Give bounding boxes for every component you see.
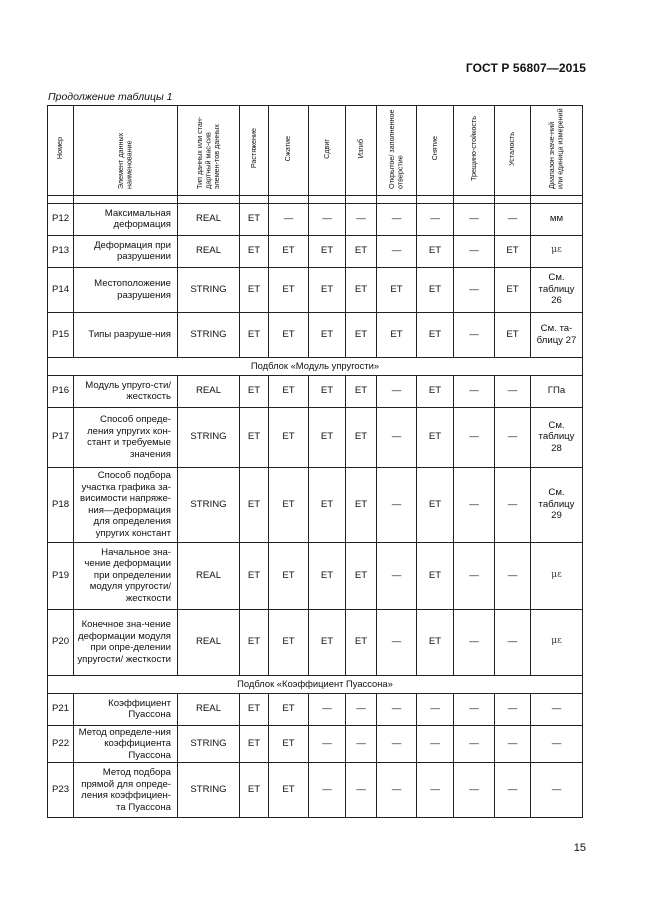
document-standard-number: ГОСТ Р 56807—2015 xyxy=(465,61,586,75)
test-applicability-cell: ЕТ xyxy=(309,312,346,357)
test-applicability-cell: — xyxy=(309,203,346,235)
test-applicability-cell: — xyxy=(377,693,417,725)
test-applicability-cell: — xyxy=(377,763,417,818)
header-spacer-row xyxy=(48,195,583,203)
test-applicability-cell: — xyxy=(377,609,417,675)
test-applicability-cell: — xyxy=(309,725,346,763)
row-number: P17 xyxy=(48,407,74,467)
test-applicability-cell: ЕТ xyxy=(269,312,309,357)
test-applicability-cell: — xyxy=(346,725,377,763)
header-label: Снятие xyxy=(429,136,439,161)
test-applicability-cell: ЕТ xyxy=(346,267,377,312)
table-row xyxy=(48,467,583,542)
test-applicability-cell: ЕТ xyxy=(269,693,309,725)
test-applicability-cell: ЕТ xyxy=(417,267,454,312)
row-number: P18 xyxy=(48,467,74,542)
unit-range: См. таблицу 28 xyxy=(531,407,583,467)
unit-range: — xyxy=(531,763,583,818)
subblock-row xyxy=(48,357,583,375)
subblock-row xyxy=(48,675,583,693)
test-applicability-cell: ЕТ xyxy=(346,235,377,267)
unit-range: με xyxy=(531,235,583,267)
test-applicability-cell: ЕТ xyxy=(240,609,269,675)
test-applicability-cell: ЕТ xyxy=(346,542,377,609)
table-row xyxy=(48,725,583,763)
test-applicability-cell: — xyxy=(495,693,531,725)
test-applicability-cell: ЕТ xyxy=(240,375,269,407)
header-label: Номер xyxy=(55,137,65,160)
test-applicability-cell: ЕТ xyxy=(495,312,531,357)
test-applicability-cell: — xyxy=(454,267,495,312)
test-applicability-cell: ЕТ xyxy=(269,375,309,407)
test-applicability-cell: — xyxy=(454,312,495,357)
row-number: P21 xyxy=(48,693,74,725)
header-cell xyxy=(269,106,309,196)
test-applicability-cell: — xyxy=(269,203,309,235)
header-cell xyxy=(531,106,583,196)
row-number: P22 xyxy=(48,725,74,763)
element-name: Местоположение разрушения xyxy=(74,267,178,312)
data-type: REAL xyxy=(178,693,240,725)
unit-range: мм xyxy=(531,203,583,235)
row-number: P19 xyxy=(48,542,74,609)
test-applicability-cell: ЕТ xyxy=(309,375,346,407)
test-applicability-cell: ЕТ xyxy=(269,609,309,675)
spacer-cell xyxy=(417,195,454,203)
test-applicability-cell: — xyxy=(495,375,531,407)
data-type: STRING xyxy=(178,267,240,312)
header-cell xyxy=(309,106,346,196)
header-cell xyxy=(240,106,269,196)
test-applicability-cell: — xyxy=(454,235,495,267)
row-number: P13 xyxy=(48,235,74,267)
test-applicability-cell: — xyxy=(454,542,495,609)
test-applicability-cell: ЕТ xyxy=(269,267,309,312)
data-type: STRING xyxy=(178,407,240,467)
header-cell xyxy=(74,106,178,196)
row-number: P20 xyxy=(48,609,74,675)
unit-range: με xyxy=(531,609,583,675)
header-label: Открытое/ заполненное отверстие xyxy=(387,109,405,189)
test-applicability-cell: ЕТ xyxy=(269,725,309,763)
test-applicability-cell: — xyxy=(495,203,531,235)
data-type: REAL xyxy=(178,203,240,235)
test-applicability-cell: — xyxy=(454,609,495,675)
header-cell xyxy=(346,106,377,196)
header-label: Изгиб xyxy=(355,138,365,159)
spacer-cell xyxy=(48,195,74,203)
test-applicability-cell: ЕТ xyxy=(309,542,346,609)
spacer-cell xyxy=(269,195,309,203)
row-number: P16 xyxy=(48,375,74,407)
data-type: REAL xyxy=(178,609,240,675)
header-cell xyxy=(377,106,417,196)
test-applicability-cell: ЕТ xyxy=(309,407,346,467)
header-cell xyxy=(48,106,74,196)
element-name: Способ подбора участка графика за-висимости напряже-ния—деформация для определения упругих констант xyxy=(74,467,178,542)
test-applicability-cell: ЕТ xyxy=(240,542,269,609)
test-applicability-cell: ЕТ xyxy=(377,312,417,357)
test-applicability-cell: — xyxy=(377,542,417,609)
test-applicability-cell: — xyxy=(454,725,495,763)
page-number: 15 xyxy=(573,842,586,854)
test-applicability-cell: — xyxy=(346,203,377,235)
header-label: Усталость xyxy=(507,131,517,166)
table-row xyxy=(48,407,583,467)
test-applicability-cell: ЕТ xyxy=(269,542,309,609)
test-applicability-cell: ЕТ xyxy=(417,407,454,467)
test-applicability-cell: ЕТ xyxy=(309,267,346,312)
test-applicability-cell: — xyxy=(377,725,417,763)
element-name: Метод определе-ния коэффициента Пуассона xyxy=(74,725,178,763)
test-applicability-cell: — xyxy=(454,467,495,542)
test-applicability-cell: — xyxy=(377,235,417,267)
row-number: P15 xyxy=(48,312,74,357)
row-number: P23 xyxy=(48,763,74,818)
element-name: Деформация при разрушении xyxy=(74,235,178,267)
test-applicability-cell: — xyxy=(377,467,417,542)
spacer-cell xyxy=(74,195,178,203)
unit-range: См. та-блицу 27 xyxy=(531,312,583,357)
unit-range: См. таблицу 29 xyxy=(531,467,583,542)
header-label: Диапазон значе-ний или единица измерений xyxy=(547,108,565,189)
test-applicability-cell: ЕТ xyxy=(346,407,377,467)
row-number: P12 xyxy=(48,203,74,235)
test-applicability-cell: — xyxy=(417,693,454,725)
test-applicability-cell: ЕТ xyxy=(269,235,309,267)
test-applicability-cell: ЕТ xyxy=(240,312,269,357)
test-applicability-cell: ЕТ xyxy=(309,235,346,267)
table-row xyxy=(48,693,583,725)
table-row xyxy=(48,542,583,609)
header-label: Растяжение xyxy=(248,128,258,169)
test-applicability-cell: — xyxy=(495,609,531,675)
subblock-title: Подблок «Модуль упругости» xyxy=(48,357,583,375)
test-applicability-cell: — xyxy=(495,725,531,763)
header-label: Тип данных или стан-дартный мас-сив элемен-тов данных xyxy=(194,116,221,189)
table-row xyxy=(48,267,583,312)
test-applicability-cell: — xyxy=(454,375,495,407)
unit-range: ГПа xyxy=(531,375,583,407)
test-applicability-cell: — xyxy=(346,693,377,725)
table-row xyxy=(48,763,583,818)
test-applicability-cell: ЕТ xyxy=(269,763,309,818)
data-type: STRING xyxy=(178,725,240,763)
element-name: Модуль упруго-сти/жесткость xyxy=(74,375,178,407)
unit-range: — xyxy=(531,725,583,763)
element-name: Способ опреде-ления упругих кон-стант и требуемые значения xyxy=(74,407,178,467)
table-caption: Продолжение таблицы 1 xyxy=(48,91,173,103)
test-applicability-cell: ЕТ xyxy=(346,467,377,542)
test-applicability-cell: ЕТ xyxy=(495,235,531,267)
test-applicability-cell: ЕТ xyxy=(240,725,269,763)
test-applicability-cell: — xyxy=(377,407,417,467)
test-applicability-cell: ЕТ xyxy=(346,375,377,407)
element-name: Начальное зна-чение деформации при определении модуля упругости/ жесткости xyxy=(74,542,178,609)
data-type: REAL xyxy=(178,375,240,407)
row-number: P14 xyxy=(48,267,74,312)
spacer-cell xyxy=(495,195,531,203)
test-applicability-cell: — xyxy=(495,542,531,609)
test-applicability-cell: ЕТ xyxy=(240,407,269,467)
test-applicability-cell: ЕТ xyxy=(346,312,377,357)
test-applicability-cell: ЕТ xyxy=(240,467,269,542)
header-label: Элемент данных наименование xyxy=(116,132,134,189)
spacer-cell xyxy=(377,195,417,203)
test-applicability-cell: — xyxy=(454,763,495,818)
header-label: Сдвиг xyxy=(321,138,331,159)
test-applicability-cell: — xyxy=(377,375,417,407)
test-applicability-cell: — xyxy=(377,203,417,235)
test-applicability-cell: ЕТ xyxy=(240,203,269,235)
table-row xyxy=(48,375,583,407)
data-type: STRING xyxy=(178,467,240,542)
header-label: Трещино-стойкость xyxy=(468,116,478,181)
test-applicability-cell: ЕТ xyxy=(495,267,531,312)
test-applicability-cell: ЕТ xyxy=(346,609,377,675)
parameters-table xyxy=(47,105,583,818)
test-applicability-cell: ЕТ xyxy=(377,267,417,312)
data-type: REAL xyxy=(178,235,240,267)
table-header-row xyxy=(48,106,583,196)
test-applicability-cell: — xyxy=(417,763,454,818)
spacer-cell xyxy=(346,195,377,203)
test-applicability-cell: ЕТ xyxy=(240,763,269,818)
element-name: Максимальная деформация xyxy=(74,203,178,235)
unit-range: См. таблицу 26 xyxy=(531,267,583,312)
table-row xyxy=(48,203,583,235)
header-cell xyxy=(495,106,531,196)
spacer-cell xyxy=(454,195,495,203)
table-row xyxy=(48,235,583,267)
table-row xyxy=(48,312,583,357)
test-applicability-cell: ЕТ xyxy=(417,312,454,357)
test-applicability-cell: ЕТ xyxy=(309,609,346,675)
test-applicability-cell: ЕТ xyxy=(417,542,454,609)
test-applicability-cell: — xyxy=(346,763,377,818)
test-applicability-cell: ЕТ xyxy=(417,609,454,675)
test-applicability-cell: — xyxy=(454,693,495,725)
test-applicability-cell: — xyxy=(417,725,454,763)
test-applicability-cell: — xyxy=(417,203,454,235)
data-type: STRING xyxy=(178,312,240,357)
test-applicability-cell: ЕТ xyxy=(417,467,454,542)
table-body xyxy=(48,203,583,818)
test-applicability-cell: — xyxy=(309,693,346,725)
subblock-title: Подблок «Коэффициент Пуассона» xyxy=(48,675,583,693)
test-applicability-cell: ЕТ xyxy=(309,467,346,542)
element-name: Типы разруше-ния xyxy=(74,312,178,357)
test-applicability-cell: ЕТ xyxy=(240,693,269,725)
test-applicability-cell: — xyxy=(495,763,531,818)
data-type: REAL xyxy=(178,542,240,609)
test-applicability-cell: — xyxy=(454,203,495,235)
test-applicability-cell: ЕТ xyxy=(417,375,454,407)
test-applicability-cell: ЕТ xyxy=(417,235,454,267)
test-applicability-cell: — xyxy=(309,763,346,818)
spacer-cell xyxy=(178,195,240,203)
header-cell xyxy=(178,106,240,196)
header-cell xyxy=(417,106,454,196)
spacer-cell xyxy=(309,195,346,203)
spacer-cell xyxy=(531,195,583,203)
test-applicability-cell: — xyxy=(454,407,495,467)
header-label: Сжатие xyxy=(283,135,293,162)
test-applicability-cell: — xyxy=(495,467,531,542)
spacer-cell xyxy=(240,195,269,203)
unit-range: με xyxy=(531,542,583,609)
test-applicability-cell: ЕТ xyxy=(269,467,309,542)
element-name: Коэффициент Пуассона xyxy=(74,693,178,725)
element-name: Конечное зна-чение деформации модуля при опре-делении упругости/ жесткости xyxy=(74,609,178,675)
element-name: Метод подбора прямой для опреде-ления коэффициен-та Пуассона xyxy=(74,763,178,818)
table-row xyxy=(48,609,583,675)
header-cell xyxy=(454,106,495,196)
test-applicability-cell: — xyxy=(495,407,531,467)
test-applicability-cell: ЕТ xyxy=(240,235,269,267)
test-applicability-cell: ЕТ xyxy=(269,407,309,467)
unit-range: — xyxy=(531,693,583,725)
test-applicability-cell: ЕТ xyxy=(240,267,269,312)
data-type: STRING xyxy=(178,763,240,818)
